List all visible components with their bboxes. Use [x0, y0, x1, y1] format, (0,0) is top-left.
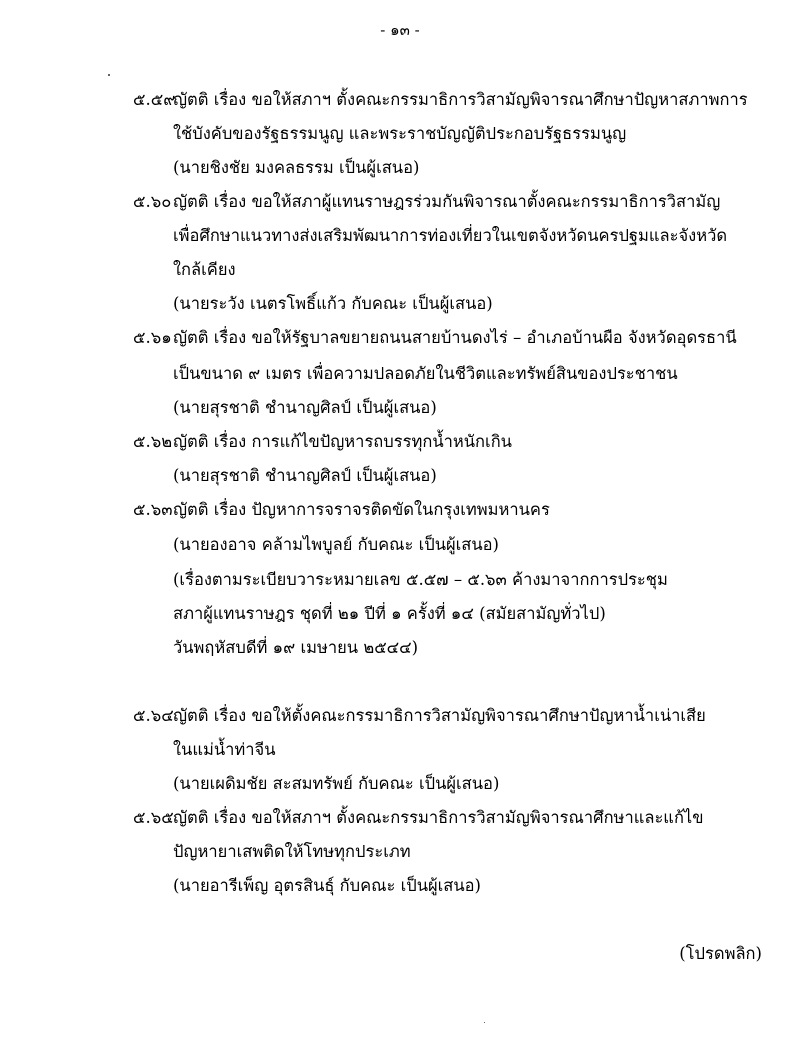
- carryover-note-line: วันพฤหัสบดีที่ ๑๙ เมษายน ๒๕๔๔): [173, 638, 419, 657]
- item-title-line: ญัตติ เรื่อง ขอให้สภาผู้แทนราษฎรร่วมกันพิจารณาตั้งคณะกรรมาธิการวิสามัญ: [173, 192, 721, 211]
- item-proposer: (นายอารีเพ็ญ อุตรสินธุ์ กับคณะ เป็นผู้เสนอ): [173, 876, 481, 895]
- item-title-line: ญัตติ เรื่อง ขอให้ตั้งคณะกรรมาธิการวิสามัญพิจารณาศึกษาปัญหาน้ำเน่าเสีย: [173, 706, 706, 725]
- item-title-line: ญัตติ เรื่อง ขอให้รัฐบาลขยายถนนสายบ้านดงไร่ – อำเภอบ้านผือ จังหวัดอุดรธานี: [173, 328, 737, 347]
- item-title-line: ญัตติ เรื่อง ปัญหาการจราจรติดขัดในกรุงเทพมหานคร: [173, 500, 550, 519]
- item-title-line: ญัตติ เรื่อง การแก้ไขปัญหารถบรรทุกน้ำหนักเกิน: [173, 432, 512, 451]
- item-number: ๕.๖๐: [133, 192, 172, 211]
- item-proposer: (นายองอาจ คล้ามไพบูลย์ กับคณะ เป็นผู้เสนอ): [173, 535, 499, 554]
- item-title-line: เพื่อศึกษาแนวทางส่งเสริมพัฒนาการท่องเที่ยวในเขตจังหวัดนครปฐมและจังหวัด: [173, 226, 728, 245]
- please-turn-over-note: (โปรดพลิก): [679, 944, 762, 963]
- carryover-note-line: (เรื่องตามระเบียบวาระหมายเลข ๕.๕๗ – ๕.๖๓ ค้างมาจากการประชุม: [173, 570, 668, 589]
- item-number: ๕.๕๙: [133, 90, 176, 109]
- item-number: ๕.๖๕: [133, 808, 174, 827]
- item-proposer: (นายสุรชาติ ชำนาญศิลป์ เป็นผู้เสนอ): [173, 466, 437, 485]
- item-title-line: ญัตติ เรื่อง ขอให้สภาฯ ตั้งคณะกรรมาธิการวิสามัญพิจารณาศึกษาและแก้ไข: [173, 808, 704, 827]
- item-number: ๕.๖๒: [133, 432, 173, 451]
- item-title-line: เป็นขนาด ๙ เมตร เพื่อความปลอดภัยในชีวิตและทรัพย์สินของประชาชน: [173, 364, 678, 383]
- page-number: - ๑๓ -: [380, 21, 420, 39]
- item-proposer: (นายสุรชาติ ชำนาญศิลป์ เป็นผู้เสนอ): [173, 398, 437, 417]
- item-title-line: ปัญหายาเสพติดให้โทษทุกประเภท: [173, 842, 411, 861]
- item-proposer: (นายระวัง เนตรโพธิ์แก้ว กับคณะ เป็นผู้เสนอ): [173, 294, 493, 313]
- item-number: ๕.๖๓: [133, 500, 173, 519]
- item-title-line: ใช้บังคับของรัฐธรรมนูญ และพระราชบัญญัติประกอบรัฐธรรมนูญ: [173, 124, 627, 143]
- item-title-line: ในแม่น้ำท่าจีน: [173, 740, 276, 759]
- scan-speck: [484, 1022, 485, 1023]
- item-number: ๕.๖๔: [133, 706, 174, 725]
- item-proposer: (นายชิงชัย มงคลธรรม เป็นผู้เสนอ): [173, 158, 420, 177]
- item-title-line: ใกล้เคียง: [173, 260, 236, 279]
- carryover-note-line: สภาผู้แทนราษฎร ชุดที่ ๒๑ ปีที่ ๑ ครั้งที่ ๑๔ (สมัยสามัญทั่วไป): [173, 604, 606, 623]
- scan-speck: [108, 74, 110, 76]
- item-title-line: ญัตติ เรื่อง ขอให้สภาฯ ตั้งคณะกรรมาธิการวิสามัญพิจารณาศึกษาปัญหาสภาพการ: [173, 90, 748, 109]
- item-proposer: (นายเผดิมชัย สะสมทรัพย์ กับคณะ เป็นผู้เสนอ): [173, 774, 500, 793]
- item-number: ๕.๖๑: [133, 328, 172, 347]
